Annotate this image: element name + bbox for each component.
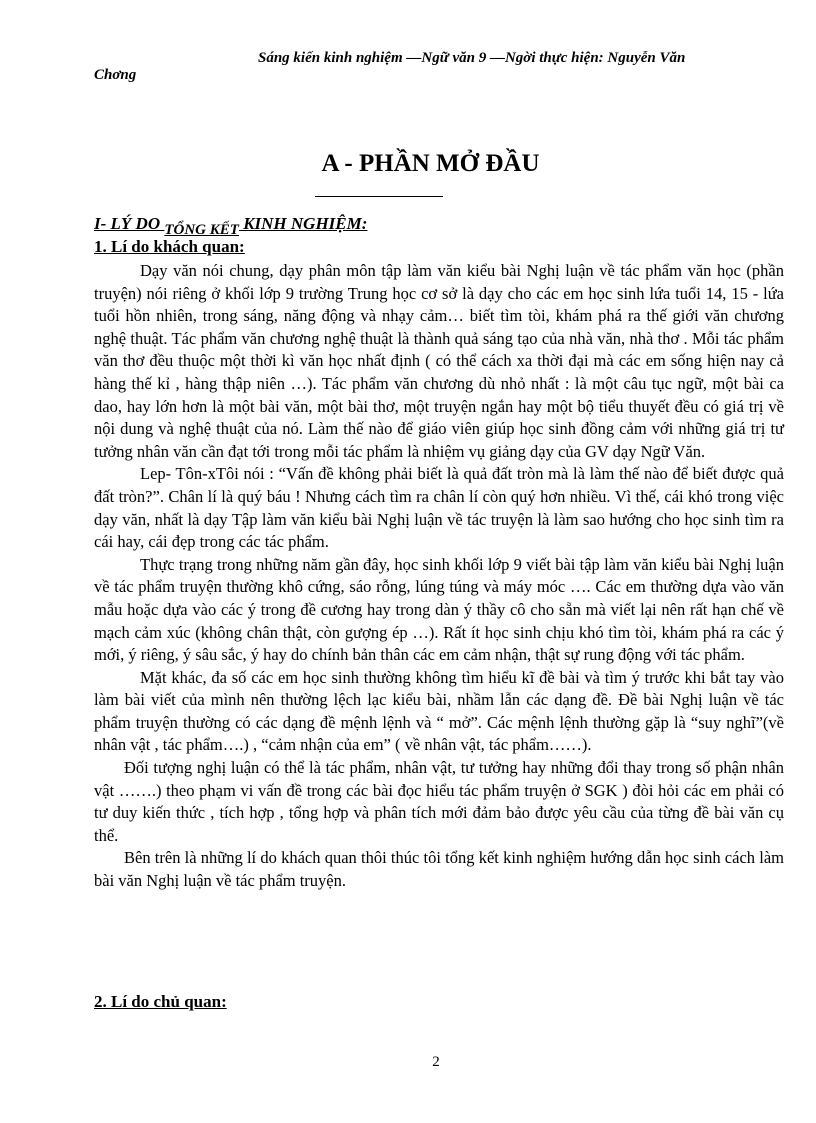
page-number: 2 — [432, 1054, 440, 1070]
subheading-objective: 1. Lí do khách quan: — [94, 237, 245, 256]
section-heading-middle: TỔNG KẾT — [164, 222, 239, 238]
section-heading-prefix: I- LÝ DO — [94, 214, 165, 233]
running-header: Sáng kiến kinh nghiệm —Ngữ văn 9 —Ngời thực hiện: Nguyễn Văn — [258, 50, 686, 66]
paragraph: Dạy văn nói chung, dạy phân môn tập làm văn kiểu bài Nghị luận về tác phẩm văn học (phần truyện) nói riêng ở khối lớp 9 trường Trung học cơ sở là dạy cho các em học sinh lứa tuổi 14, 15 - lứa tuổi hồn nhiên, trong sáng, năng động và nhạy cảm… biết tìm tòi, khám phá ra thế giới văn chương nghệ thuật. Tác phẩm văn chương nghệ thuật là thành quả sáng tạo của nhà văn, nhà thơ . Mỗi tác phẩm văn thơ đều thuộc một thời kì văn học nhất định ( có thể cách xa thời đại mà các em sống hiện nay cả hàng thế kỉ , hàng thập niên …). Tác phẩm văn chương dù nhỏ nhất : là một câu tục ngữ, một bài ca dao, hay lớn hơn là một bài văn, một bài thơ, một truyện ngắn hay một bộ tiểu thuyết đều có giá trị về nội dung và nghệ thuật của nó. Làm thế nào để giáo viên giúp học sinh đồng cảm với những giá trị tư tưởng nhân văn cần đạt tới trong mỗi tác phẩm là nhiệm vụ giảng dạy của GV dạy Ngữ Văn. — [94, 261, 784, 461]
page-title: A - PHẦN MỞ ĐẦU — [321, 150, 540, 177]
paragraph: Thực trạng trong những năm gần đây, học sinh khối lớp 9 viết bài tập làm văn kiểu bài Nghị luận về tác phẩm truyện thường khô cứng, sáo rỗng, lúng túng và máy móc …. Các em thường dựa vào văn mẫu hoặc dựa vào các ý trong đề cương hay trong dàn ý thầy cô cho sẵn mà viết lại nên rất hạn chế về mạch cảm xúc (không chân thật, còn gượng ép …). Rất ít học sinh chịu khó tìm tòi, khám phá ra các ý mới, ý riêng, ý sâu sắc, ý hay do chính bản thân các em cảm nhận, thật sự rung động với tác phẩm. — [94, 554, 784, 665]
subheading-subjective: 2. Lí do chủ quan: — [94, 992, 227, 1011]
title-underline-rule — [315, 196, 443, 197]
paragraph: Mặt khác, đa số các em học sinh thường không tìm hiểu kĩ đề bài và tìm ý trước khi bắt tay vào làm bài viết của mình nên thường lệch lạc kiểu bài, nhầm lẫn các dạng đề. Đề bài Nghị luận về tác phẩm truyện thường có các dạng đề mệnh lệnh và “ mở”. Các mệnh lệnh thường gặp là “suy nghĩ”(về nhân vật , tác phẩm….) , “cảm nhận của em” ( về nhân vật, tác phẩm……). — [94, 667, 784, 755]
body-text — [94, 260, 784, 893]
paragraph: Lep- Tôn-xTôi nói : “Vấn đề không phải biết là quả đất tròn mà là làm thế nào để biết được quả đất tròn?”. Chân lí là quý báu ! Nhưng cách tìm ra chân lí còn quý hơn nhiều. Vì thế, cái khó trong việc dạy văn, nhất là dạy Tập làm văn kiểu bài Nghị luận về tác truyện là làm sao hướng cho học sinh tìm ra cái hay, cái đẹp trong các tác phẩm. — [94, 464, 784, 552]
section-heading — [94, 214, 368, 238]
paragraph: Bên trên là những lí do khách quan thôi thúc tôi tổng kết kinh nghiệm hướng dẫn học sinh cách làm bài văn Nghị luận về tác phẩm truyện. — [94, 848, 784, 891]
section-heading-suffix: KINH NGHIỆM: — [238, 214, 368, 233]
paragraph: Đối tượng nghị luận có thể là tác phẩm, nhân vật, tư tưởng hay những đổi thay trong số phận nhân vật …….) theo phạm vi vấn đề trong các bài đọc hiểu tác phẩm truyện ở SGK ) đòi hỏi các em phải có tư duy kiến thức , tích hợp , tổng hợp và phân tích mới đảm bảo được yêu cầu của từng đề bài văn cụ thể. — [94, 758, 784, 845]
running-header-continuation: Chơng — [94, 67, 137, 83]
